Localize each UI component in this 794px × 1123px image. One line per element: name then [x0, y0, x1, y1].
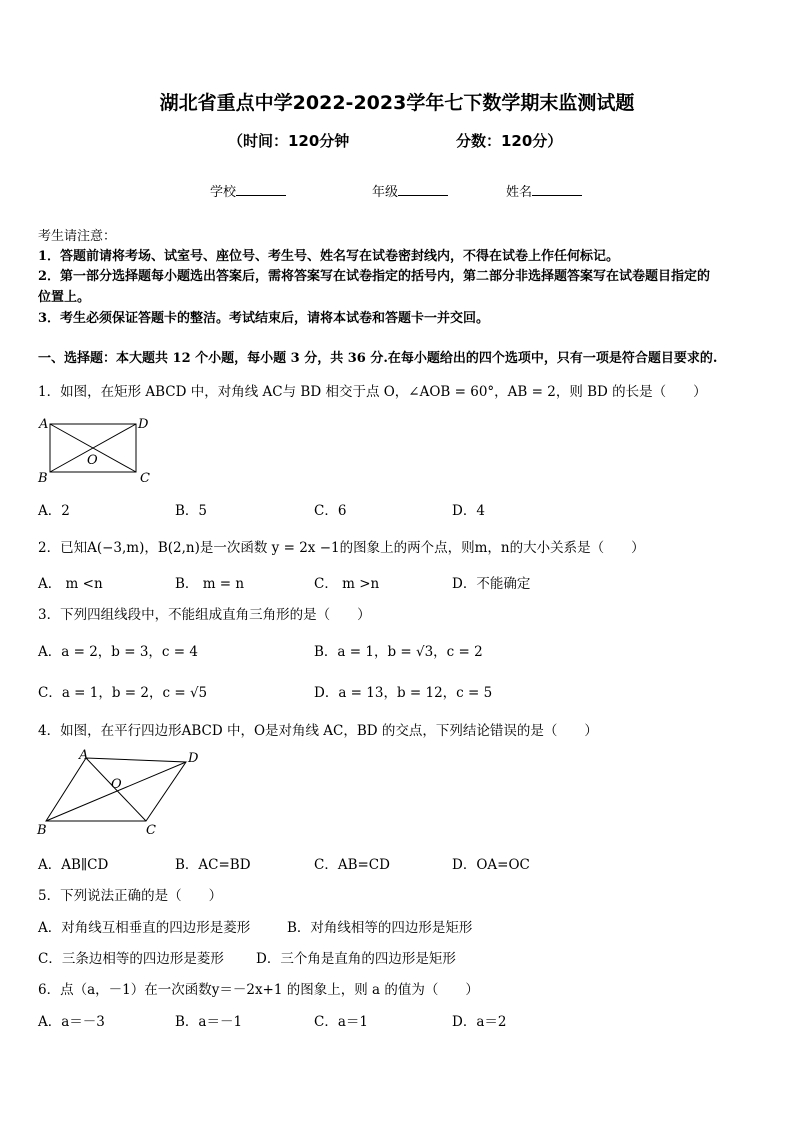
exam-time: （时间：120分钟	[228, 132, 350, 150]
q3-option-d: D．a = 13，b = 12，c = 5	[314, 685, 493, 701]
q6-option-a: A．a＝－3	[38, 1014, 105, 1030]
fig4-label-a: A	[79, 748, 89, 763]
q5-option-d: D．三个角是直角的四边形是矩形	[256, 951, 456, 967]
q4-option-b: B．AC=BD	[175, 857, 251, 873]
q1-option-c: C．6	[314, 503, 347, 519]
q4-option-a: A．AB∥CD	[38, 857, 109, 873]
school-blank	[236, 183, 286, 196]
question-1-stem: 1．如图，在矩形 ABCD 中，对角线 AC与 BD 相交于点 O，∠AOB = 60°，AB = 2，则 BD 的长是（ ）	[38, 384, 707, 400]
q2-option-a: A． m <n	[38, 576, 103, 592]
question-5-stem: 5．下列说法正确的是（ ）	[38, 888, 223, 904]
school-label: 学校	[210, 185, 237, 200]
name-label: 姓名	[506, 185, 533, 200]
q6-option-c: C．a＝1	[314, 1014, 368, 1030]
q5-option-a: A．对角线互相垂直的四边形是菱形	[38, 920, 251, 936]
grade-field	[372, 181, 448, 200]
fig4-label-o: O	[111, 777, 122, 792]
question-6-stem: 6．点（a，－1）在一次函数y＝－2x+1 的图象上，则 a 的值为（ ）	[38, 982, 479, 998]
name-field	[506, 181, 582, 200]
q2-option-d: D．不能确定	[452, 576, 531, 592]
fig1-label-a: A	[39, 417, 49, 432]
q2-option-c: C． m >n	[314, 576, 380, 592]
fig4-label-c: C	[146, 823, 156, 838]
fig4-label-d: D	[188, 751, 199, 766]
grade-blank	[398, 183, 448, 196]
grade-label: 年级	[372, 185, 399, 200]
q5-option-c: C．三条边相等的四边形是菱形	[38, 951, 224, 967]
question-4-stem: 4．如图，在平行四边形ABCD 中，O是对角线 AC，BD 的交点，下列结论错误的是（ ）	[38, 723, 598, 739]
fig4-label-b: B	[37, 823, 47, 838]
question-2-stem: 2．已知A(−3,m)，B(2,n)是一次函数 y = 2x −1的图象上的两个点，则m，n的大小关系是（ ）	[38, 540, 645, 556]
q4-option-d: D．OA=OC	[452, 857, 530, 873]
exam-title: 湖北省重点中学2022-2023学年七下数学期末监测试题	[159, 92, 635, 114]
q3-option-a: A．a = 2，b = 3，c = 4	[38, 644, 198, 660]
notice-item-1: 1．答题前请将考场、试室号、座位号、考生号、姓名写在试卷密封线内，不得在试卷上作任何标记。	[38, 249, 620, 264]
notice-item-2-cont: 位置上。	[38, 290, 91, 305]
notice-heading: 考生请注意：	[38, 229, 117, 244]
q5-option-b: B．对角线相等的四边形是矩形	[287, 920, 473, 936]
q6-option-d: D．a＝2	[452, 1014, 507, 1030]
q4-option-c: C．AB=CD	[314, 857, 390, 873]
exam-score: 分数：120分）	[456, 132, 563, 150]
notice-item-3: 3．考生必须保证答题卡的整洁。考试结束后，请将本试卷和答题卡一并交回。	[38, 311, 490, 326]
school-field	[210, 181, 286, 200]
fig1-label-o: O	[87, 453, 98, 468]
q3-option-c: C．a = 1，b = 2，c = √5	[38, 685, 208, 701]
q1-option-d: D．4	[452, 503, 485, 519]
section-heading: 一、选择题：本大题共 12 个小题，每小题 3 分，共 36 分.在每小题给出的四个选项中，只有一项是符合题目要求的.	[38, 351, 718, 366]
q1-option-b: B．5	[175, 503, 208, 519]
fig1-label-c: C	[140, 471, 150, 486]
notice-item-2: 2．第一部分选择题每小题选出答案后，需将答案写在试卷指定的括号内，第二部分非选择题答案写在试卷题目指定的	[38, 269, 711, 284]
question-3-stem: 3．下列四组线段中，不能组成直角三角形的是（ ）	[38, 607, 371, 623]
fig1-label-d: D	[138, 417, 149, 432]
parallelogram-figure	[34, 746, 209, 840]
q6-option-b: B．a＝－1	[175, 1014, 243, 1030]
rectangle-figure	[34, 414, 154, 486]
name-blank	[532, 183, 582, 196]
q1-option-a: A．2	[38, 503, 70, 519]
q2-option-b: B． m = n	[175, 576, 245, 592]
fig1-label-b: B	[38, 471, 48, 486]
q3-option-b: B．a = 1，b = √3，c = 2	[314, 644, 483, 660]
